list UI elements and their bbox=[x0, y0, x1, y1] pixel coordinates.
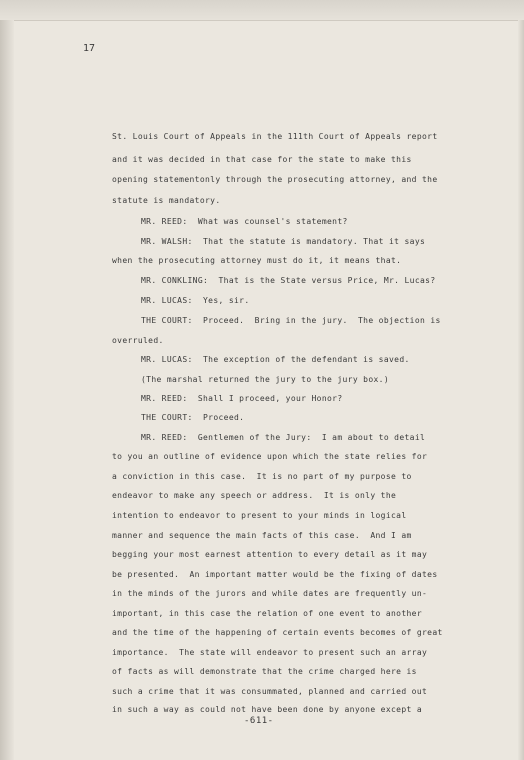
text-line: (The marshal returned the jury to the jury box.) bbox=[141, 375, 389, 384]
text-line: to you an outline of evidence upon which the state relies for bbox=[112, 452, 428, 461]
text-line: intention to endeavor to present to your minds in logical bbox=[112, 511, 407, 520]
text-line: and it was decided in that case for the state to make this bbox=[112, 155, 412, 164]
text-line: St. Louis Court of Appeals in the 111th Court of Appeals report bbox=[112, 132, 438, 141]
text-line: overruled. bbox=[112, 336, 164, 345]
text-line: of facts as will demonstrate that the crime charged here is bbox=[112, 667, 417, 676]
text-line: statute is mandatory. bbox=[112, 196, 221, 205]
text-line: MR. LUCAS: The exception of the defendant is saved. bbox=[141, 355, 410, 364]
page-right-edge bbox=[518, 20, 524, 760]
page-left-shadow bbox=[0, 20, 14, 760]
text-line: endeavor to make any speech or address. It is only the bbox=[112, 491, 397, 500]
text-line: a conviction in this case. It is no part of my purpose to bbox=[112, 472, 412, 481]
footer-page-number: -611- bbox=[244, 716, 274, 726]
text-line: MR. REED: Shall I proceed, your Honor? bbox=[141, 394, 343, 403]
page-number: 17 bbox=[83, 43, 96, 54]
text-line: THE COURT: Proceed. bbox=[141, 413, 245, 422]
text-line: be presented. An important matter would be the fixing of dates bbox=[112, 570, 438, 579]
text-line: MR. REED: What was counsel's statement? bbox=[141, 217, 348, 226]
text-line: manner and sequence the main facts of this case. And I am bbox=[112, 531, 412, 540]
page-top-edge bbox=[0, 0, 524, 21]
text-line: begging your most earnest attention to every detail as it may bbox=[112, 550, 428, 559]
text-line: in the minds of the jurors and while dates are frequently un- bbox=[112, 589, 428, 598]
text-line: MR. CONKLING: That is the State versus Price, Mr. Lucas? bbox=[141, 276, 436, 285]
text-line: when the prosecuting attorney must do it, it means that. bbox=[112, 256, 402, 265]
text-line: such a crime that it was consummated, planned and carried out bbox=[112, 687, 428, 696]
text-line: opening statementonly through the prosecuting attorney, and the bbox=[112, 175, 438, 184]
text-line: and the time of the happening of certain events becomes of great bbox=[112, 628, 443, 637]
text-line: MR. REED: Gentlemen of the Jury: I am about to detail bbox=[141, 433, 426, 442]
text-line: MR. WALSH: That the statute is mandatory. That it says bbox=[141, 237, 426, 246]
text-line: importance. The state will endeavor to present such an array bbox=[112, 648, 428, 657]
text-line: THE COURT: Proceed. Bring in the jury. The objection is bbox=[141, 316, 441, 325]
text-line: MR. LUCAS: Yes, sir. bbox=[141, 296, 250, 305]
text-line: important, in this case the relation of one event to another bbox=[112, 609, 422, 618]
text-line: in such a way as could not have been done by anyone except a bbox=[112, 705, 422, 714]
